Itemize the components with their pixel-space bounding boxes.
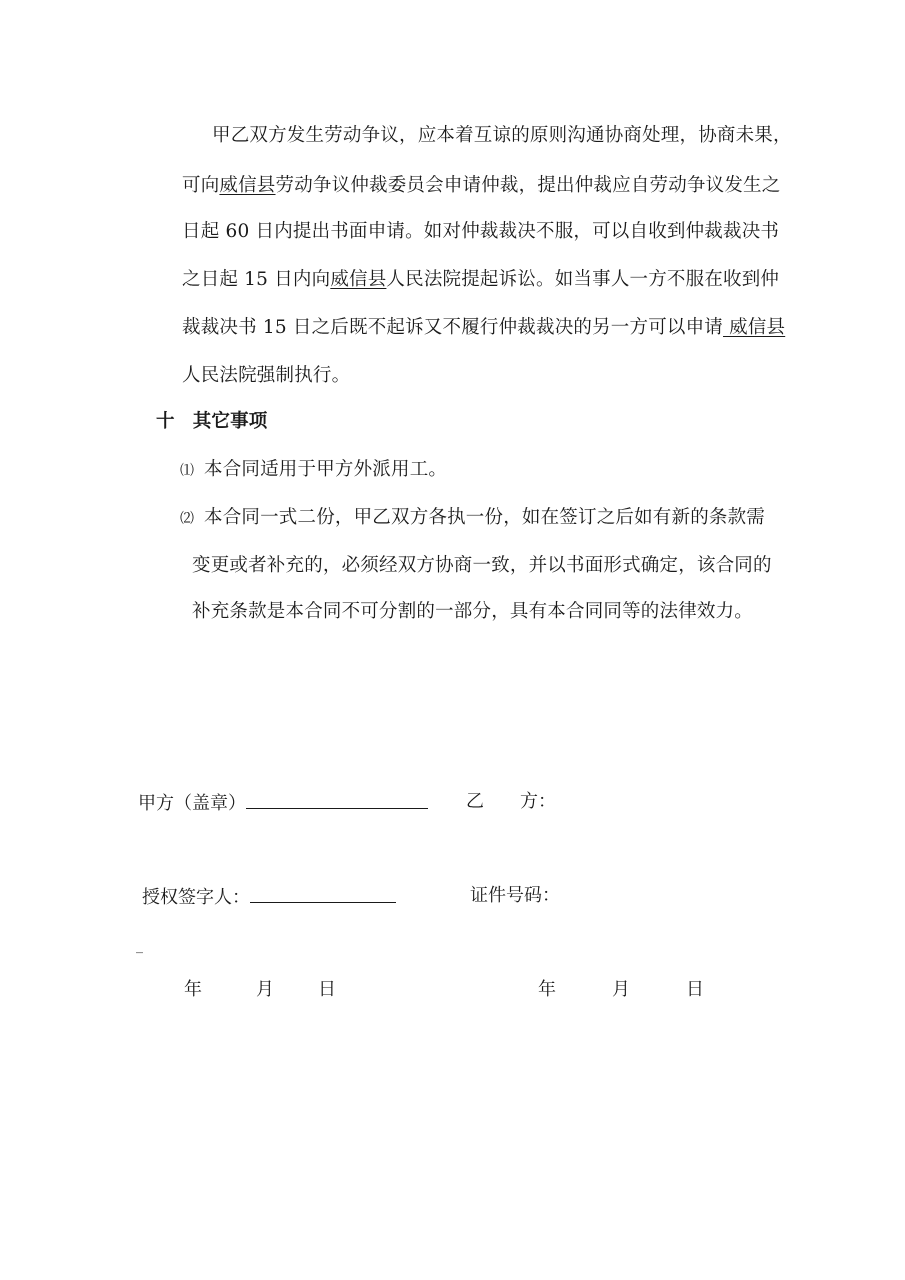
article9-line1: [212, 124, 792, 148]
place-name: 威信县: [330, 269, 387, 290]
authorized-signer: [142, 884, 396, 910]
list-item: [180, 506, 765, 531]
item-number: ⑵: [180, 511, 195, 527]
article9-line2-pre: 可向: [182, 175, 220, 196]
date-a-day: 日: [318, 979, 336, 1000]
article9-line3-text: 日起 60 日内提出书面申请。如对仲裁裁决不服，可以自收到仲裁裁决书: [182, 221, 780, 242]
article9-line4: [182, 268, 779, 292]
party-a-blank[interactable]: [246, 790, 428, 809]
party-a-label: 甲方（盖章）: [138, 793, 246, 814]
date-b-day: 日: [686, 979, 704, 1000]
article9-line1-text: 甲乙双方发生劳动争议，应本着互谅的原则沟通协商处理，协商未果，: [212, 125, 792, 146]
list-item-continuation: [192, 600, 753, 624]
item-text: 本合同一式二份，甲乙双方各执一份，如在签订之后如有新的条款需: [204, 507, 766, 528]
place-name: 威信县: [219, 175, 276, 196]
article9-line6-text: 人民法院强制执行。: [182, 365, 351, 386]
item-text: 变更或者补充的，必须经双方协商一致，并以书面形式确定，该合同的: [192, 555, 772, 576]
date-a-month: 月: [256, 979, 274, 1000]
item-text: 本合同适用于甲方外派用工。: [204, 459, 448, 480]
party-b-signature: [466, 790, 556, 814]
article9-line5-pre: 裁裁决书 15 日之后既不起诉又不履行仲裁裁决的另一方可以申请: [182, 317, 724, 338]
article9-line3: [182, 220, 779, 244]
stray-mark: [136, 934, 143, 958]
article9-line2: [182, 174, 780, 198]
authorized-blank[interactable]: [250, 884, 396, 903]
id-label: 证件号码：: [470, 885, 560, 906]
date-a-year: 年: [184, 979, 202, 1000]
list-item: [180, 458, 447, 483]
date-b-year: 年: [538, 979, 556, 1000]
section-number: 十: [156, 411, 175, 432]
party-b-label: 乙 方：: [466, 791, 556, 812]
article9-line6: [182, 364, 350, 388]
item-text: 补充条款是本合同不可分割的一部分，具有本合同同等的法律效力。: [192, 601, 754, 622]
authorized-label: 授权签字人：: [142, 887, 250, 908]
article9-line5: [182, 316, 785, 340]
item-number: ⑴: [180, 463, 195, 479]
section-heading: [156, 410, 268, 434]
party-a-signature: [138, 790, 428, 816]
article9-line4-post: 人民法院提起诉讼。如当事人一方不服在收到仲: [386, 269, 780, 290]
id-number: [470, 884, 560, 908]
stray-underscore: _: [136, 938, 143, 954]
list-item-continuation: [192, 554, 772, 578]
place-name: 威信县: [723, 317, 786, 338]
article9-line2-post: 劳动争议仲裁委员会申请仲裁，提出仲裁应自劳动争议发生之: [275, 175, 781, 196]
article9-line4-pre: 之日起 15 日内向: [182, 269, 331, 290]
section-title: 其它事项: [192, 411, 268, 432]
date-b-month: 月: [612, 979, 630, 1000]
